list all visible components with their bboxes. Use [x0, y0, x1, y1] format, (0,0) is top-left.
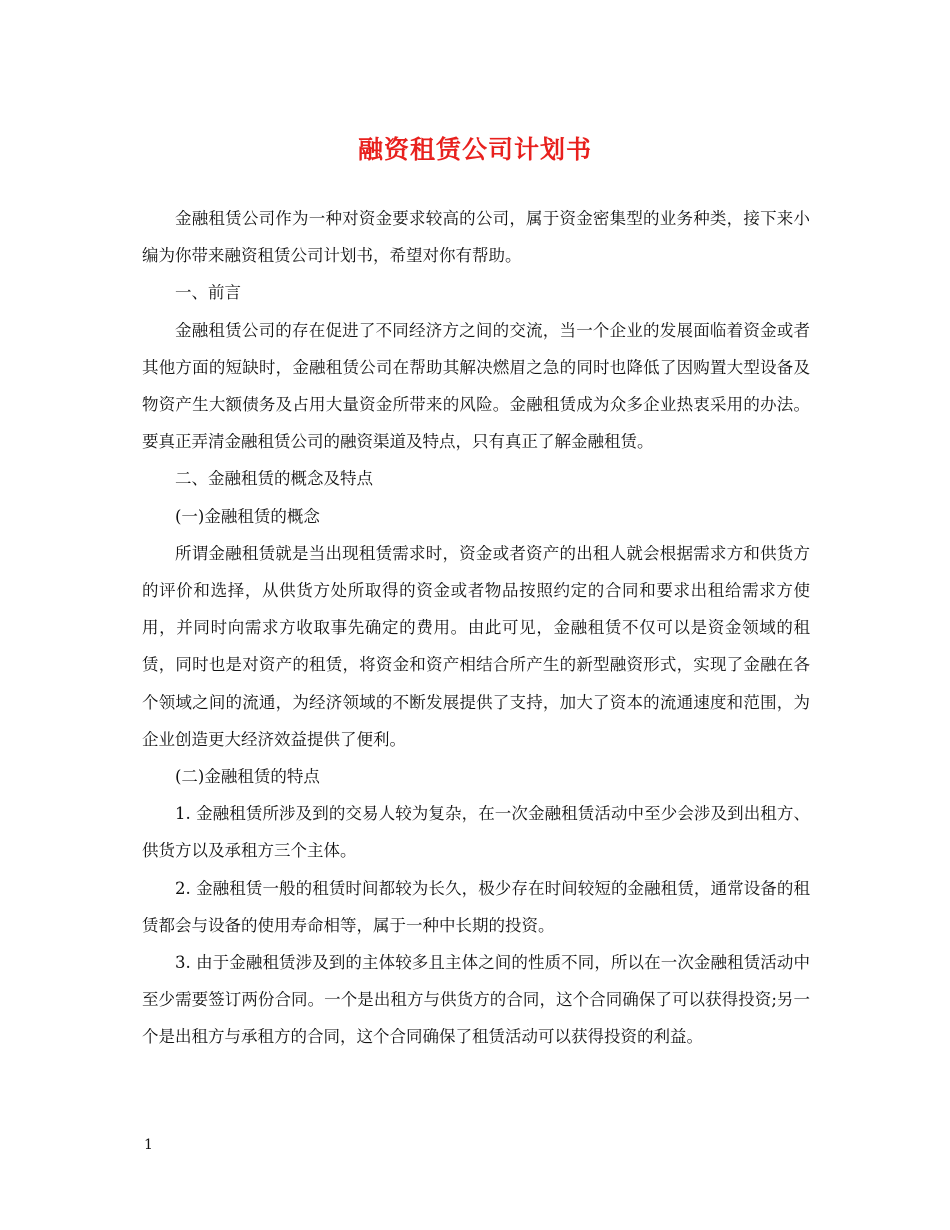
page-number: 1 — [144, 1137, 153, 1153]
intro-paragraph: 金融租赁公司作为一种对资金要求较高的公司，属于资金密集型的业务种类，接下来小编为你带来融资租赁公司计划书，希望对你有帮助。 — [142, 209, 810, 266]
subsection-heading-concept: (一)金融租赁的概念 — [175, 506, 320, 526]
document-title: 融资租赁公司计划书 — [357, 135, 592, 164]
feature-item-2: 2. 金融租赁一般的租赁时间都较为长久，极少存在时间较短的金融租赁，通常设备的租赁都会与设备的使用寿命相等，属于一种中长期的投资。 — [142, 878, 810, 935]
feature-item-3: 3. 由于金融租赁涉及到的主体较多且主体之间的性质不同，所以在一次金融租赁活动中至少需要签订两份合同。一个是出租方与供货方的合同，这个合同确保了可以获得投资;另一个是出租方与承租方的合同，这个合同确保了租赁活动可以获得投资的利益。 — [142, 953, 810, 1047]
preface-paragraph: 金融租赁公司的存在促进了不同经济方之间的交流，当一个企业的发展面临着资金或者其他方面的短缺时，金融租赁公司在帮助其解决燃眉之急的同时也降低了因购置大型设备及物资产生大额债务及占用大量资金所带来的风险。金融租赁成为众多企业热衷采用的办法。要真正弄清金融租赁公司的融资渠道及特点，只有真正了解金融租赁。 — [142, 320, 810, 452]
section-heading-concept: 二、金融租赁的概念及特点 — [175, 469, 373, 489]
concept-paragraph: 所谓金融租赁就是当出现租赁需求时，资金或者资产的出租人就会根据需求方和供货方的评价和选择，从供货方处所取得的资金或者物品按照约定的合同和要求出租给需求方使用，并同时向需求方收取事先确定的费用。由此可见，金融租赁不仅可以是资金领域的租赁，同时也是对资产的租赁，将资金和资产相结合所产生的新型融资形式，实现了金融在各个领域之间的流通，为经济领域的不断发展提供了支持，加大了资本的流通速度和范围，为企业创造更大经济效益提供了便利。 — [142, 543, 810, 749]
feature-item-1: 1. 金融租赁所涉及到的交易人较为复杂，在一次金融租赁活动中至少会涉及到出租方、供货方以及承租方三个主体。 — [142, 804, 810, 861]
section-heading-preface: 一、前言 — [175, 283, 241, 303]
subsection-heading-features: (二)金融租赁的特点 — [175, 767, 320, 787]
document-body — [142, 200, 810, 1056]
